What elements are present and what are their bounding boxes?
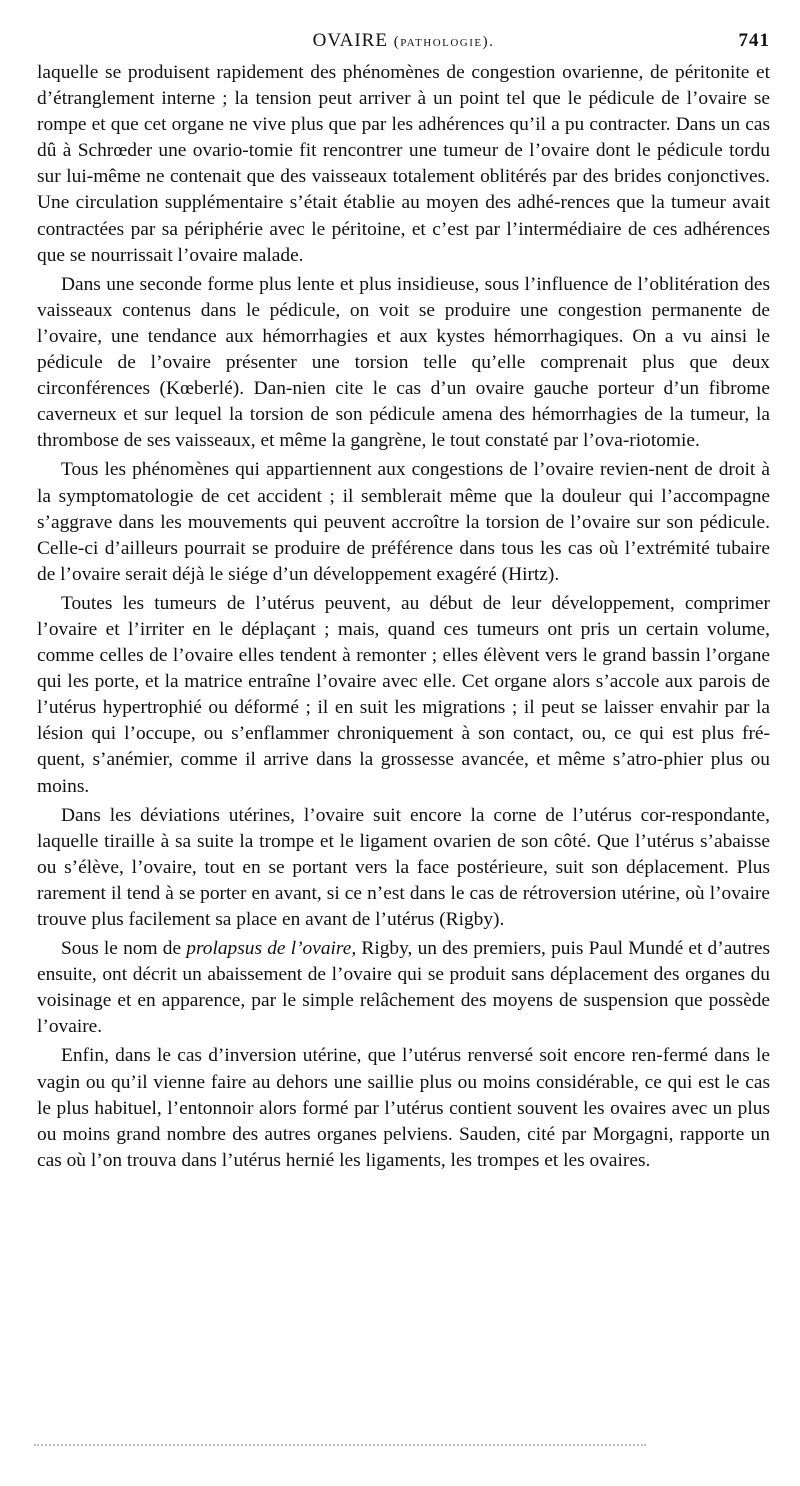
bleed-through-line [34,1444,646,1446]
paragraph-4: Toutes les tumeurs de l’utérus peuvent, au début de leur développement, comprimer l’ovaire et l’irriter en le déplaçant ; mais, quand ces tumeurs ont pris un certain volume, comme celles de l’ovaire elles tendent à remonter ; elles élèvent vers le grand bassin l’organe qui les porte, et la matrice entraîne l’ovaire avec elle. Cet organe alors s’accole aux parois de l’utérus hypertrophié ou déformé ; il en suit les migrations ; il peut se laisser envahir par la lésion qui l’occupe, ou s’enflammer chroniquement à son contact, ou, ce qui est plus fré-quent, s’anémier, comme il arrive dans la grossesse avancée, et même s’atro-phier plus ou moins. [37,592,770,797]
running-title-main: OVAIRE [312,30,388,51]
running-header [37,24,770,60]
running-title-sub: (pathologie). [393,34,495,50]
running-title [37,30,770,52]
page [37,24,770,1174]
body-text [37,60,770,1174]
paragraph-1: laquelle se produisent rapidement des phénomènes de congestion ovarienne, de péritonite et d’étranglement interne ; la tension peut arriver à un point tel que le pédicule de l’ovaire se rompe et que cet organe ne vive plus que par les adhérences qu’il a pu contracter. Dans un cas dû à Schrœder une ovario-tomie fit rencontrer une tumeur de l’ovaire dont le pédicule tordu sur lui-même ne contenait que des vaisseaux totalement oblitérés par des brides conjonctives. Une circulation supplémentaire s’était établie au moyen des adhé-rences que la tumeur avait contractées par sa périphérie avec le péritoine, et c’est par l’intermédiaire de ces adhérences que se nourrissait l’ovaire malade. [37,62,770,266]
prolapsus-lead: Sous le nom de [61,938,187,960]
prolapsus-term: prolapsus de l’ovaire, [186,938,357,960]
paragraph-7: Enfin, dans le cas d’inversion utérine, que l’utérus renversé soit encore ren-fermé dans le vagin ou qu’il vienne faire au dehors une saillie plus ou moins considérable, ce qui est le cas le plus habituel, l’entonnoir alors formé par l’utérus contient souvent les ovaires avec un plus ou moins grand nombre des autres organes pelviens. Sauden, cité par Morgagni, rapporte un cas où l’on trouva dans l’utérus hernié les ligaments, les trompes et les ovaires. [37,1045,770,1171]
paragraph-5: Dans les déviations utérines, l’ovaire suit encore la corne de l’utérus cor-respondante, laquelle tiraille à sa suite la trompe et le ligament ovarien de son côté. Que l’utérus s’abaisse ou s’élève, l’ovaire, tout en se portant vers la face postérieure, suit son déplacement. Plus rarement il tend à se porter en avant, si ce n’est dans le cas de rétroversion utérine, où l’ovaire trouve plus facilement sa place en avant de l’utérus (Rigby). [37,804,770,930]
page-number: 741 [738,30,770,51]
paragraph-2: Dans une seconde forme plus lente et plus insidieuse, sous l’influence de l’oblitération des vaisseaux contenus dans le pédicule, on voit se produire une congestion permanente de l’ovaire, une tendance aux hémorrhagies et aux kystes hémorrhagiques. On a vu ainsi le pédicule de l’ovaire présenter une torsion telle qu’elle comprenait plus que deux circonférences (Kœberlé). Dan-nien cite le cas d’un ovaire gauche porteur d’un fibrome caverneux et sur lequel la torsion de son pédicule amena des hémorrhagies de la tumeur, la thrombose de ses vaisseaux, et même la gangrène, le tout constaté par l’ova-riotomie. [37,273,770,452]
paragraph-3: Tous les phénomènes qui appartiennent aux congestions de l’ovaire revien-nent de droit à la symptomatologie de cet accident ; il semblerait même que la douleur qui l’accompagne s’aggrave dans les mouvements qui peuvent accroître la torsion de l’ovaire sur son pédicule. Celle-ci d’ailleurs pourrait se produire de préférence dans tous les cas où l’extrémité tubaire de l’ovaire serait déjà le siége d’un développement exagéré (Hirtz). [37,459,770,585]
paragraph-prolapsus [37,936,770,1040]
prolapsus-rest: Rigby, un des premiers, puis Paul Mundé et d’autres ensuite, ont décrit un abaissement de l’ovaire qui se produit sans déplacement des organes du voisinage et en apparence, par le simple relâchement des moyens de suspension que possède l’ovaire. [37,938,770,1038]
